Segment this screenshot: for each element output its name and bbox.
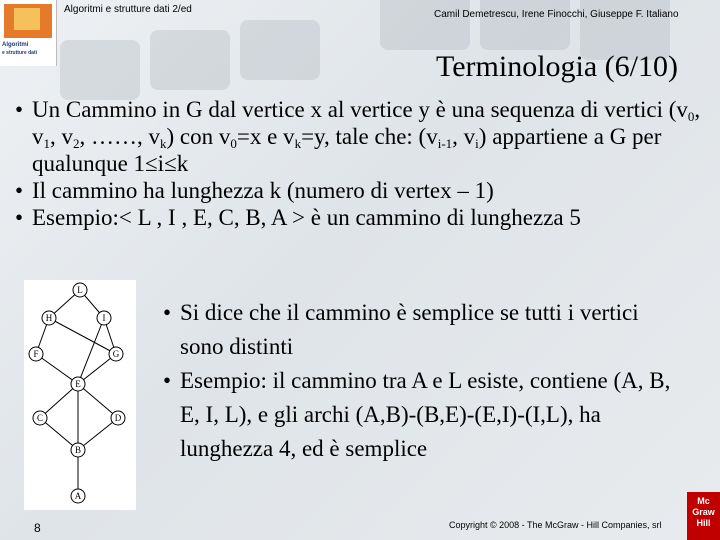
graph-node-label: E bbox=[75, 379, 81, 389]
bullet-dot: • bbox=[162, 300, 172, 325]
graph-node-label: B bbox=[74, 445, 82, 455]
bullet-text: Il cammino ha lunghezza k (numero di vertex – 1) bbox=[32, 178, 494, 203]
bullet-dot: • bbox=[14, 205, 24, 230]
graph-node-i bbox=[97, 311, 111, 325]
graph-node-label: I bbox=[102, 313, 106, 323]
graph-node-h bbox=[42, 311, 56, 325]
graph-node-c bbox=[33, 411, 47, 425]
graph-node-b bbox=[71, 443, 85, 457]
logo-line: Mc bbox=[697, 496, 710, 506]
bullet-dot: • bbox=[14, 97, 24, 122]
page-number: 8 bbox=[34, 521, 41, 535]
graph-node-g bbox=[109, 347, 123, 361]
graph-node-label: F bbox=[33, 349, 39, 359]
bullet-item bbox=[154, 364, 684, 466]
logo-line: Graw bbox=[692, 507, 715, 517]
graph-node-label: H bbox=[45, 313, 53, 323]
book-title: Algoritmi e strutture dati 2/ed bbox=[64, 4, 192, 15]
book-cover-text-2: e strutture dati bbox=[2, 50, 38, 56]
authors: Camil Demetrescu, Irene Finocchi, Giuseppe F. Italiano bbox=[434, 9, 679, 20]
bullet-dot: • bbox=[14, 178, 24, 203]
graph-node-label: D bbox=[114, 413, 122, 423]
mcgraw-hill-logo bbox=[687, 492, 720, 540]
graph-node-l bbox=[73, 283, 87, 297]
bullet-item bbox=[6, 96, 712, 177]
graph-node-label: L bbox=[77, 285, 83, 295]
graph-node-a bbox=[71, 489, 85, 503]
bullet-text: Un Cammino in G dal vertice x al vertice y è una sequenza di vertici ($v_0$, $v_1$, $v_2$, ……, $v_k$) con $v_0=x$ e $v_k=y$, tale che: ($v_{i-1}$, $v_i$) appartiene a G per qualunque 1≤i≤k bbox=[32, 97, 701, 176]
book-cover-text: Algoritmi bbox=[2, 42, 29, 48]
bullet-item bbox=[6, 177, 712, 204]
graph-node-label: A bbox=[74, 491, 82, 501]
bullet-dot: • bbox=[162, 368, 172, 393]
bullet-item bbox=[6, 204, 712, 231]
logo-line: Hill bbox=[696, 518, 711, 528]
slide-title: Terminologia (6/10) bbox=[435, 50, 678, 83]
book-cover-thumbnail bbox=[0, 0, 57, 66]
bullet-text: Esempio:< L , I , E, C, B, A > è un cammino di lunghezza 5 bbox=[32, 205, 581, 230]
bullet-text: Si dice che il cammino è semplice se tutti i vertici sono distinti bbox=[180, 300, 639, 359]
graph-node-f bbox=[29, 347, 43, 361]
bullet-item bbox=[154, 296, 684, 364]
graph-diagram bbox=[24, 280, 136, 510]
graph-node-d bbox=[111, 411, 125, 425]
bullet-text: Esempio: il cammino tra A e L esiste, contiene (A, B, E, I, L), e gli archi (A,B)-(B,E)-(E,I)-(I,L), ha lunghezza 4, ed è semplice bbox=[180, 368, 671, 461]
graph-node-e bbox=[71, 377, 85, 391]
copyright: Copyright © 2008 - The McGraw - Hill Companies, srl bbox=[449, 520, 662, 530]
graph-node-label: G bbox=[112, 349, 120, 359]
sub-bullet-list bbox=[154, 296, 684, 466]
graph-node-label: C bbox=[36, 413, 44, 423]
bullet-list bbox=[6, 96, 712, 231]
